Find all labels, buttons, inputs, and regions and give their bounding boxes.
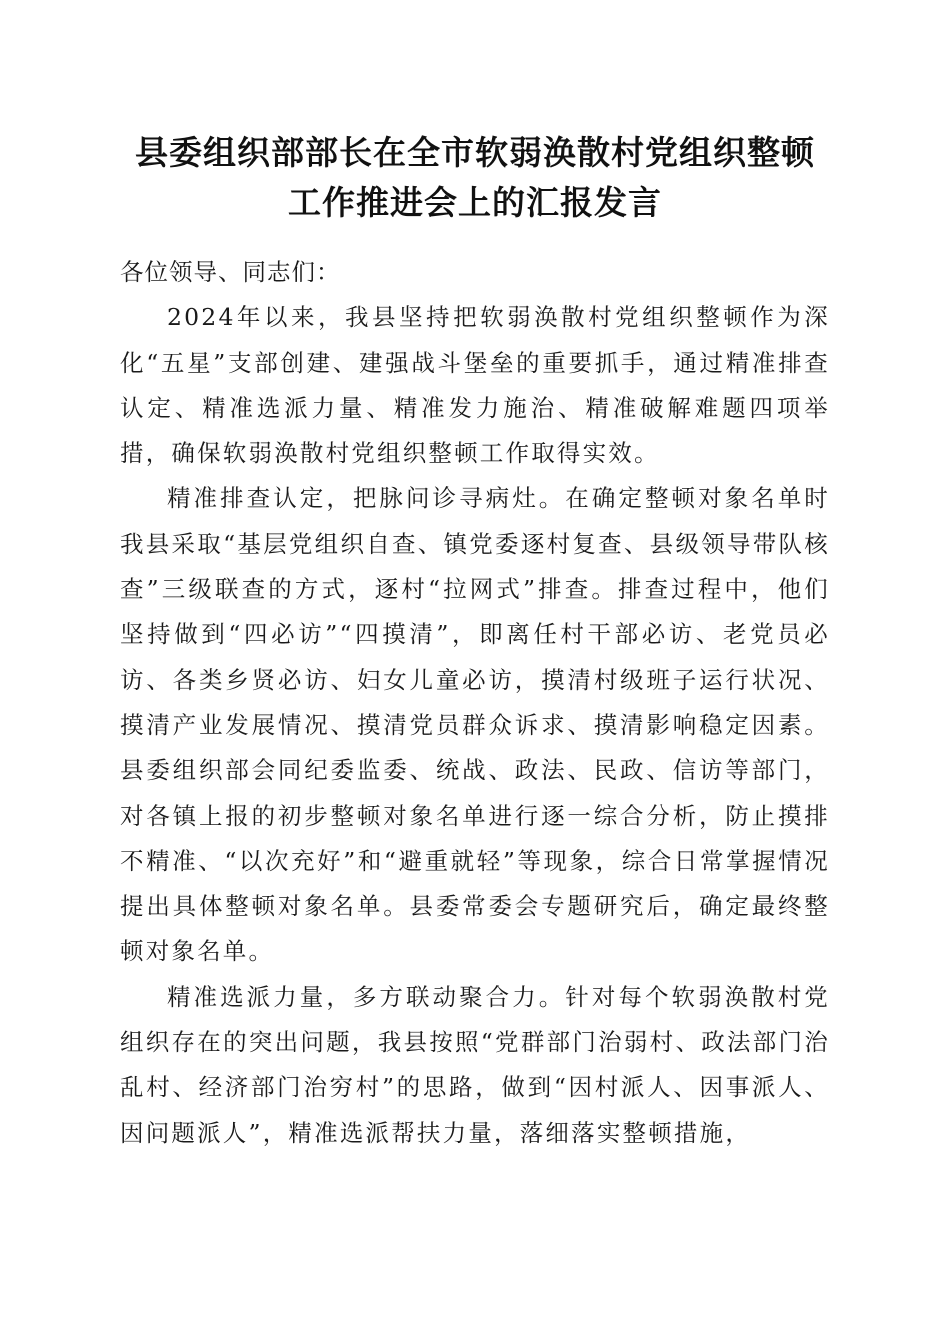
- document-body: [120, 250, 830, 1156]
- paragraph-dispatch: 精准选派力量，多方联动聚合力。针对每个软弱涣散村党组织存在的突出问题，我县按照“党群部门治弱村、政法部门治乱村、经济部门治穷村”的思路，做到“因村派人、因事派人、因问题派人”，精准选派帮扶力量，落细落实整顿措施，: [120, 982, 830, 1147]
- document-title: [100, 128, 850, 228]
- title-line-1: 县委组织部部长在全市软弱涣散村党组织整顿: [135, 133, 815, 172]
- paragraph-intro: 2024年以来，我县坚持把软弱涣散村党组织整顿作为深化“五星”支部创建、建强战斗堡垒的重要抓手，通过精准排查认定、精准选派力量、精准发力施治、精准破解难题四项举措，确保软弱涣散村党组织整顿工作取得实效。: [120, 303, 830, 468]
- paragraph-screening: 精准排查认定，把脉问诊寻病灶。在确定整顿对象名单时我县采取“基层党组织自查、镇党委逐村复查、县级领导带队核查”三级联查的方式，逐村“拉网式”排查。排查过程中，他们坚持做到“四必访”“四摸清”，即离任村干部必访、老党员必访、各类乡贤必访、妇女儿童必访，摸清村级班子运行状况、摸清产业发展情况、摸清党员群众诉求、摸清影响稳定因素。县委组织部会同纪委监委、统战、政法、民政、信访等部门，对各镇上报的初步整顿对象名单进行逐一综合分析，防止摸排不精准、“以次充好”和“避重就轻”等现象，综合日常掌握情况提出具体整顿对象名单。县委常委会专题研究后，确定最终整顿对象名单。: [120, 484, 830, 966]
- salutation: 各位领导、同志们：: [120, 258, 341, 286]
- title-line-2: 工作推进会上的汇报发言: [288, 183, 662, 222]
